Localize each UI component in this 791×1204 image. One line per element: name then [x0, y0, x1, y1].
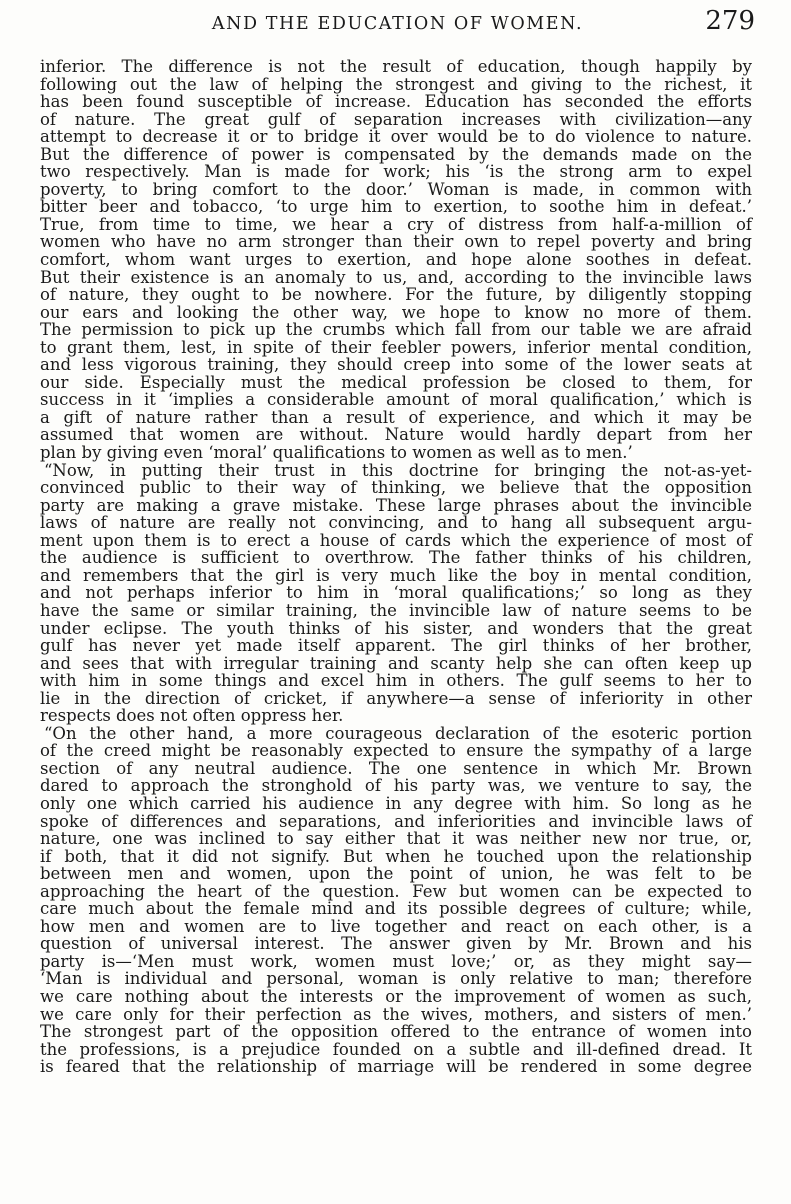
text-line: dared to approach the stronghold of his party was, we venture to say, the — [40, 776, 752, 796]
text-line: only one which carried his audience in any degree with him. So long as he — [40, 793, 752, 813]
text-line: inferior. The difference is not the result of education, though happily by — [40, 57, 752, 76]
text-line: But their existence is an anomaly to us, and, according to the invincible laws — [40, 267, 752, 287]
text-line: section of any neutral audience. The one sentence in which Mr. Brown — [40, 758, 752, 778]
text-line: we care only for their perfection as the wives, mothers, and sisters of men.’ — [40, 1004, 752, 1024]
text-line: women who have no arm stronger than their own to repel poverty and bring — [40, 232, 752, 252]
text-line: to grant them, lest, in spite of their feebler powers, inferior mental condition, — [40, 337, 752, 357]
text-line: and sees that with irregular training and scanty help she can often keep up — [40, 653, 752, 673]
text-line: the audience is sufficient to overthrow. The father thinks of his children, — [40, 548, 752, 568]
text-line: ment upon them is to erect a house of cards which the experience of most of — [40, 530, 752, 550]
text-line: of nature. The great gulf of separation increases with civilization—any — [40, 109, 752, 129]
text-line: our side. Especially must the medical profession be closed to them, for — [40, 372, 752, 392]
text-line: approaching the heart of the question. Few but women can be expected to — [40, 881, 752, 901]
text-line: lie in the direction of cricket, if anywhere—a sense of inferiority in other — [40, 688, 752, 708]
text-line: “Now, in putting their trust in this doctrine for bringing the not-as-yet- — [44, 460, 752, 480]
text-line: laws of nature are really not convincing, and to hang all subsequent argu- — [40, 513, 752, 533]
text-line: party are making a grave mistake. These large phrases about the invincible — [40, 495, 752, 515]
text-line: assumed that women are without. Nature would hardly depart from her — [40, 425, 752, 445]
text-line: comfort, whom want urges to exertion, and hope alone soothes in defeat. — [40, 250, 752, 270]
running-head — [40, 6, 755, 46]
text-line: of the creed might be reasonably expected to ensure the sympathy of a large — [40, 741, 752, 761]
text-line: success in it ‘implies a considerable amount of moral qualification,’ which is — [40, 390, 752, 410]
text-line: The strongest part of the opposition offered to the entrance of women into — [40, 1022, 752, 1042]
text-line: the professions, is a prejudice founded on a subtle and ill-defined dread. It — [40, 1039, 752, 1059]
running-title: AND THE EDUCATION OF WOMEN. — [211, 14, 584, 34]
text-line: two respectively. Man is made for work; his ‘is the strong arm to expel — [40, 162, 752, 182]
text-line: nature, one was inclined to say either that it was neither new nor true, or, — [40, 829, 752, 849]
text-line: The permission to pick up the crumbs which fall from our table we are afraid — [40, 320, 752, 340]
text-line: and not perhaps inferior to him in ‘moral qualifications;’ so long as they — [40, 583, 752, 603]
text-line: we care nothing about the interests or the improvement of women as such, — [40, 986, 752, 1006]
text-line: between men and women, upon the point of union, he was felt to be — [40, 864, 752, 884]
text-line: poverty, to bring comfort to the door.’ Woman is made, in common with — [40, 179, 752, 199]
text-line: with him in some things and excel him in others. The gulf seems to her to — [40, 671, 752, 691]
text-line: has been found susceptible of increase. Education has seconded the efforts — [40, 92, 752, 112]
text-line: is feared that the relationship of marriage will be rendered in some degree — [40, 1057, 752, 1077]
page-number: 279 — [705, 6, 755, 36]
text-line: bitter beer and tobacco, ‘to urge him to exertion, to soothe him in defeat.’ — [40, 197, 752, 217]
body-text — [40, 58, 752, 1076]
text-line: care much about the female mind and its possible degrees of culture; while, — [40, 899, 752, 919]
text-line: our ears and looking the other way, we hope to know no more of them. — [40, 302, 752, 322]
text-line: a gift of nature rather than a result of experience, and which it may be — [40, 407, 752, 427]
text-line: attempt to decrease it or to bridge it over would be to do violence to nature. — [40, 127, 752, 147]
text-line: But the difference of power is compensated by the demands made on the — [40, 144, 752, 164]
text-line: under eclipse. The youth thinks of his sister, and wonders that the great — [40, 618, 752, 638]
text-line: ‘Man is individual and personal, woman is only relative to man; therefore — [40, 969, 752, 989]
text-line: have the same or similar training, the invincible law of nature seems to be — [40, 600, 752, 620]
text-line: spoke of differences and separations, and inferiorities and invincible laws of — [40, 811, 752, 831]
text-line: “On the other hand, a more courageous declaration of the esoteric portion — [44, 723, 752, 743]
text-line: and less vigorous training, they should creep into some of the lower seats at — [40, 355, 752, 375]
text-line: how men and women are to live together and react on each other, is a — [40, 916, 752, 936]
text-line: gulf has never yet made itself apparent. The girl thinks of her brother, — [40, 636, 752, 656]
text-line: respects does not often oppress her. — [40, 706, 344, 726]
text-line: plan by giving even ‘moral’ qualifications to women as well as to men.’ — [40, 443, 633, 463]
text-line: following out the law of helping the strongest and giving to the richest, it — [40, 74, 752, 94]
text-line: and remembers that the girl is very much like the boy in mental condition, — [40, 565, 752, 585]
text-line: convinced public to their way of thinking, we believe that the opposition — [40, 478, 752, 498]
text-line: party is—‘Men must work, women must love;’ or, as they might say— — [40, 951, 752, 971]
text-line: of nature, they ought to be nowhere. For the future, by diligently stopping — [40, 285, 752, 305]
text-line: if both, that it did not signify. But when he touched upon the relationship — [40, 846, 752, 866]
text-line: question of universal interest. The answer given by Mr. Brown and his — [40, 934, 752, 954]
text-line: True, from time to time, we hear a cry of distress from half-a-million of — [40, 214, 752, 234]
